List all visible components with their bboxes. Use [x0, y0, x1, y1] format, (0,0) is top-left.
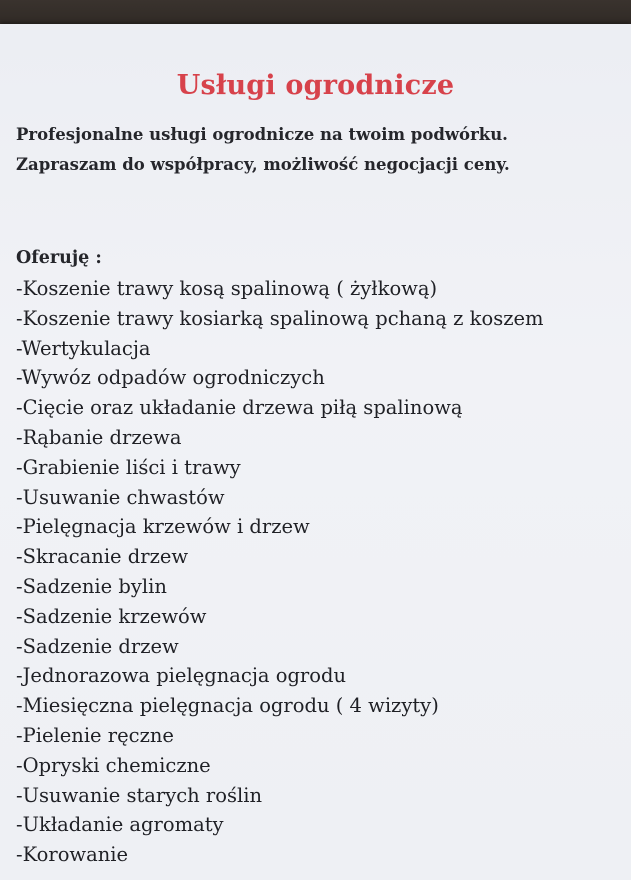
service-item: -Usuwanie chwastów [16, 485, 225, 509]
intro-line: Zapraszam do współpracy, możliwość negocjacji ceny. [16, 155, 510, 174]
service-item: -Jednorazowa pielęgnacja ogrodu [16, 664, 347, 688]
service-item: -Koszenie trawy kosiarką spalinową pchaną z koszem [16, 306, 544, 330]
service-item: -Cięcie oraz układanie drzewa piłą spalinową [16, 396, 463, 420]
service-item: -Wywóz odpadów ogrodniczych [16, 366, 325, 390]
intro-line: Profesjonalne usługi ogrodnicze na twoim podwórku. [16, 125, 508, 144]
services-list [16, 274, 544, 870]
service-item: -Korowanie [16, 843, 129, 867]
intro-text [16, 120, 510, 180]
service-item: -Wertykulacja [16, 336, 151, 360]
flyer-title: Usługi ogrodnicze [176, 70, 455, 101]
service-item: -Skracanie drzew [16, 545, 189, 569]
offer-heading: Oferuję : [16, 248, 102, 268]
service-item: -Opryski chemiczne [16, 753, 211, 777]
service-item: -Grabienie liści i trawy [16, 455, 241, 479]
service-item: -Sadzenie krzewów [16, 604, 207, 628]
service-item: -Pielęgnacja krzewów i drzew [16, 515, 310, 539]
service-item: -Pielenie ręczne [16, 723, 174, 747]
service-item: -Sadzenie bylin [16, 574, 167, 598]
service-item: -Usuwanie starych roślin [16, 783, 263, 807]
service-item: -Układanie agromaty [16, 813, 224, 837]
service-item: -Koszenie trawy kosą spalinową ( żyłkową) [16, 277, 438, 300]
service-item: -Sadzenie drzew [16, 634, 179, 658]
service-item: -Miesięczna pielęgnacja ogrodu ( 4 wizyty) [16, 694, 439, 718]
service-item: -Rąbanie drzewa [16, 425, 182, 449]
